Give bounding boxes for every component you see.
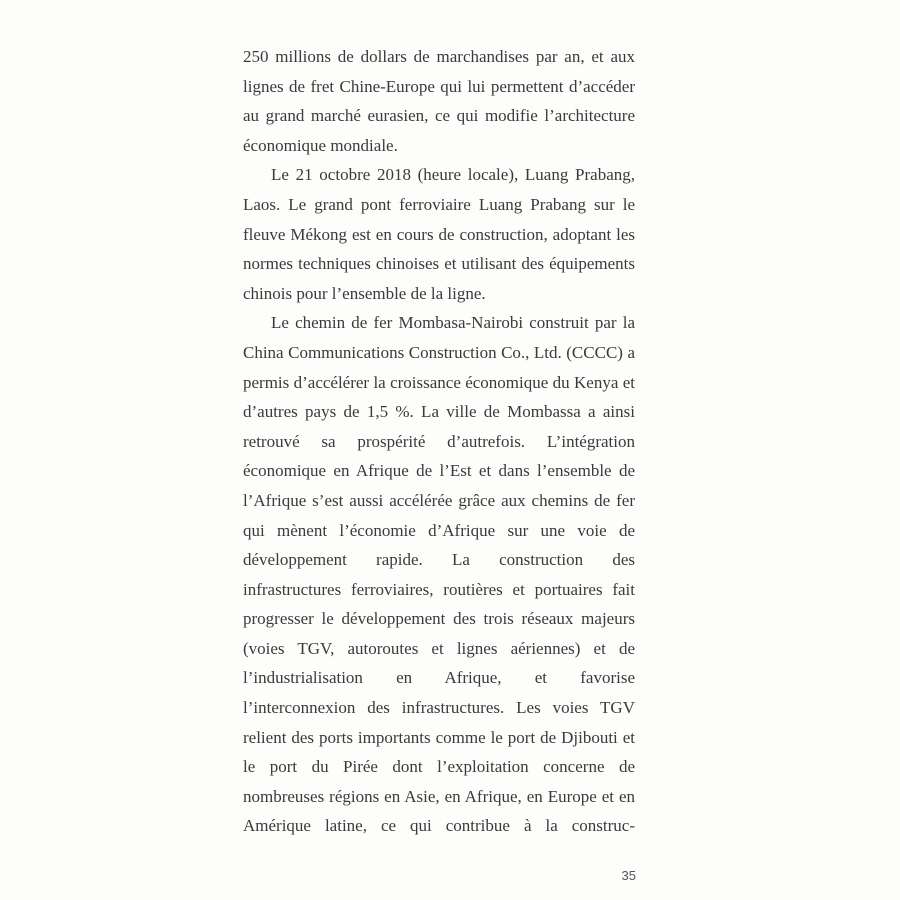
- paragraph-continuation: 250 millions de dollars de marchandises par an, et aux lignes de fret Chine-Europe qui lui permettent d’accéder au grand marché eurasien, ce qui modifie l’architecture économique mondiale.: [243, 47, 635, 155]
- page-number: 35: [621, 868, 636, 883]
- paragraph-luang-prabang: Le 21 octobre 2018 (heure locale), Luang Prabang, Laos. Le grand pont ferroviaire Luang Prabang sur le fleuve Mékong est en cours de construction, adoptant les normes techniques chinoises et utilisant des équipements chinois pour l’ensemble de la ligne.: [243, 165, 635, 303]
- paragraph-mombasa-nairobi: Le chemin de fer Mombasa-Nairobi construit par la China Communications Construction Co., Ltd. (CCCC) a permis d’accélérer la croissance économique du Kenya et d’autres pays de 1,5 %. La ville de Mombassa a ainsi retrouvé sa prospérité d’autrefois. L’intégration économique en Afrique de l’Est et dans l’ensemble de l’Afrique s’est aussi accélérée grâce aux chemins de fer qui mènent l’économie d’Afrique sur une voie de développement rapide. La construction des infrastructures ferroviaires, routières et portuaires fait progresser le développement des trois réseaux majeurs (voies TGV, autoroutes et lignes aériennes) et de l’industrialisation en Afrique, et favorise l’interconnexion des infrastructures. Les voies TGV relient des ports importants comme le port de Djibouti et le port du Pirée dont l’exploitation concerne de nombreuses régions en Asie, en Afrique, en Europe et en Amérique latine, ce qui contribue à la construc-: [243, 313, 635, 836]
- body-text: [243, 42, 635, 841]
